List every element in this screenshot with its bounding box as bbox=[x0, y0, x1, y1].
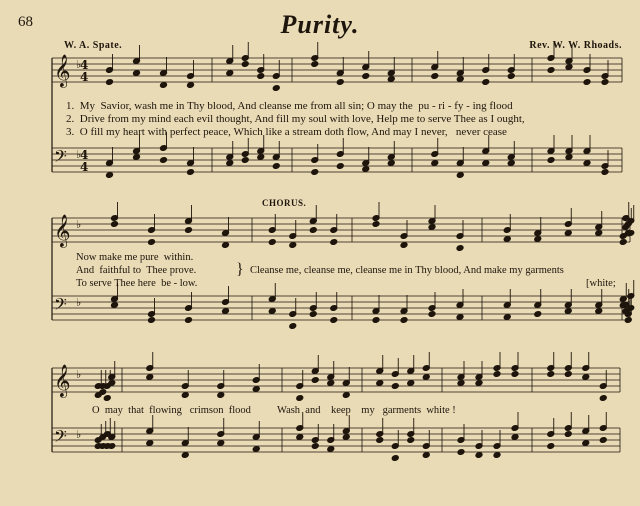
verse-2: 2. Drive from my mind each evil thought, And fill my soul with love, Help me to serve Thee as I ought, bbox=[66, 113, 525, 125]
note-head bbox=[362, 166, 370, 173]
treble-clef-icon: 𝄞 bbox=[54, 214, 71, 247]
flat-sign: ♭ bbox=[76, 218, 82, 231]
flat-sign: ♭ bbox=[76, 428, 82, 441]
note-head bbox=[601, 169, 609, 176]
bass-clef-icon: 𝄢 bbox=[54, 294, 67, 318]
note-head bbox=[133, 70, 141, 77]
note-head bbox=[257, 73, 265, 80]
chorus-label: CHORUS. bbox=[262, 198, 307, 208]
note-head bbox=[311, 61, 319, 68]
page-number: 68 bbox=[18, 14, 33, 30]
note-head bbox=[296, 395, 304, 402]
note-head bbox=[111, 302, 119, 309]
note-head bbox=[272, 163, 280, 170]
note-head bbox=[565, 154, 573, 161]
note-head bbox=[217, 440, 225, 447]
note-head bbox=[456, 245, 464, 252]
note-head bbox=[111, 221, 119, 228]
note-head bbox=[185, 317, 193, 324]
note-head bbox=[226, 160, 234, 167]
note-head bbox=[534, 236, 542, 243]
note-head bbox=[482, 160, 490, 167]
composer-credit: W. A. Spate. bbox=[64, 40, 123, 51]
note-head bbox=[619, 239, 627, 246]
note-head bbox=[181, 392, 189, 399]
note-head bbox=[622, 224, 630, 231]
note-head bbox=[507, 160, 515, 167]
note-head bbox=[330, 239, 338, 246]
note-head bbox=[272, 85, 280, 92]
note-head bbox=[456, 172, 464, 179]
note-head bbox=[289, 323, 297, 330]
note-head bbox=[336, 79, 344, 86]
note-head bbox=[431, 160, 439, 167]
note-head bbox=[457, 380, 465, 387]
note-head bbox=[362, 73, 370, 80]
verse-1: 1. My Savior, wash me in Thy blood, And cleanse me from all sin; O may the pu - ri - fy - ing flood bbox=[66, 100, 513, 112]
note-head bbox=[564, 371, 572, 378]
note-head bbox=[146, 374, 154, 381]
author-credit: Rev. W. W. Rhoads. bbox=[529, 40, 622, 51]
note-head bbox=[241, 61, 249, 68]
note-head bbox=[309, 311, 317, 318]
note-head bbox=[133, 154, 141, 161]
note-head bbox=[547, 157, 555, 164]
note-head bbox=[311, 169, 319, 176]
bass-clef-icon: 𝄢 bbox=[54, 426, 67, 450]
note-head bbox=[148, 317, 156, 324]
note-head bbox=[252, 386, 260, 393]
note-head bbox=[108, 380, 116, 387]
note-head bbox=[599, 395, 607, 402]
note-head bbox=[511, 371, 519, 378]
note-head bbox=[342, 392, 350, 399]
note-head bbox=[185, 227, 193, 234]
note-head bbox=[565, 64, 573, 71]
note-head bbox=[309, 227, 317, 234]
note-head bbox=[407, 380, 415, 387]
note-head bbox=[289, 242, 297, 249]
note-head bbox=[268, 308, 276, 315]
note-head bbox=[336, 163, 344, 170]
note-head bbox=[106, 79, 114, 86]
note-head bbox=[387, 160, 395, 167]
note-head bbox=[564, 230, 572, 237]
note-head bbox=[391, 383, 399, 390]
note-head bbox=[595, 308, 603, 315]
note-head bbox=[222, 308, 230, 315]
note-head bbox=[547, 371, 555, 378]
note-head bbox=[475, 452, 483, 459]
verse-brace: } bbox=[236, 261, 244, 278]
note-head bbox=[475, 380, 483, 387]
note-head bbox=[268, 239, 276, 246]
note-head bbox=[457, 449, 465, 456]
note-head bbox=[99, 389, 107, 396]
note-head bbox=[327, 446, 335, 453]
note-head bbox=[241, 157, 249, 164]
note-head bbox=[564, 431, 572, 438]
note-head bbox=[187, 82, 195, 89]
note-head bbox=[422, 374, 430, 381]
note-head bbox=[503, 314, 511, 321]
note-head bbox=[511, 434, 519, 441]
note-head bbox=[507, 73, 515, 80]
note-head bbox=[547, 67, 555, 74]
note-head bbox=[422, 452, 430, 459]
system2-line-2: And faithful to Thee prove. bbox=[76, 265, 197, 276]
note-head bbox=[187, 169, 195, 176]
note-head bbox=[428, 224, 436, 231]
note-head bbox=[160, 82, 168, 89]
flat-sign: ♭ bbox=[76, 148, 82, 161]
system2-line-1: Now make me pure within. bbox=[76, 252, 194, 263]
note-head bbox=[106, 172, 114, 179]
note-head bbox=[407, 437, 415, 444]
time-signature-top: 4 bbox=[80, 148, 89, 162]
time-signature-bottom: 4 bbox=[80, 160, 89, 174]
time-signature-top: 4 bbox=[80, 58, 89, 72]
treble-clef-icon: 𝄞 bbox=[54, 364, 71, 397]
treble-clef-icon: 𝄞 bbox=[54, 54, 71, 87]
note-head bbox=[599, 437, 607, 444]
note-head bbox=[252, 446, 260, 453]
flat-sign: ♭ bbox=[76, 296, 82, 309]
note-head bbox=[148, 239, 156, 246]
note-head bbox=[376, 437, 384, 444]
note-head bbox=[482, 79, 490, 86]
note-head bbox=[595, 230, 603, 237]
note-head bbox=[583, 79, 591, 86]
note-head bbox=[160, 157, 168, 164]
flat-sign: ♭ bbox=[76, 368, 82, 381]
flat-sign: ♭ bbox=[76, 58, 82, 71]
note-head bbox=[583, 160, 591, 167]
note-head bbox=[582, 440, 590, 447]
note-head bbox=[181, 452, 189, 459]
hymn-title: Purity. bbox=[280, 10, 360, 39]
note-head bbox=[493, 452, 501, 459]
note-head bbox=[564, 308, 572, 315]
note-head bbox=[372, 317, 380, 324]
note-head bbox=[534, 311, 542, 318]
note-head bbox=[226, 70, 234, 77]
white-continuation: [white; bbox=[586, 278, 616, 289]
note-head bbox=[456, 314, 464, 321]
note-head bbox=[146, 440, 154, 447]
note-head bbox=[387, 76, 395, 83]
note-head bbox=[431, 73, 439, 80]
note-head bbox=[342, 434, 350, 441]
note-head bbox=[493, 371, 501, 378]
note-head bbox=[311, 443, 319, 450]
note-head bbox=[503, 236, 511, 243]
verse-3: 3. O fill my heart with perfect peace, Which like a stream doth flow, And may I never, never cease bbox=[66, 126, 507, 138]
note-head bbox=[547, 443, 555, 450]
note-head bbox=[296, 434, 304, 441]
note-head bbox=[624, 317, 632, 324]
note-head bbox=[376, 380, 384, 387]
note-head bbox=[103, 395, 111, 402]
note-head bbox=[456, 76, 464, 83]
system2-line-3: To serve Thee here be - low. bbox=[76, 278, 198, 289]
note-head bbox=[222, 242, 230, 249]
note-head bbox=[327, 380, 335, 387]
note-head bbox=[582, 374, 590, 381]
note-head bbox=[428, 311, 436, 318]
note-head bbox=[601, 79, 609, 86]
chorus-lyric: Cleanse me, cleanse me, cleanse me in Thy blood, And make my garments bbox=[250, 265, 564, 276]
note-head bbox=[400, 242, 408, 249]
note-head bbox=[257, 154, 265, 161]
system3-lyric: O may that flowing crimson flood Wash and keep my garments white ! bbox=[92, 405, 456, 416]
note-head bbox=[330, 317, 338, 324]
time-signature-bottom: 4 bbox=[80, 70, 89, 84]
note-head bbox=[391, 455, 399, 462]
bass-clef-icon: 𝄢 bbox=[54, 146, 67, 170]
note-head bbox=[217, 392, 225, 399]
note-head bbox=[311, 377, 319, 384]
note-head bbox=[372, 221, 380, 228]
note-head bbox=[400, 317, 408, 324]
